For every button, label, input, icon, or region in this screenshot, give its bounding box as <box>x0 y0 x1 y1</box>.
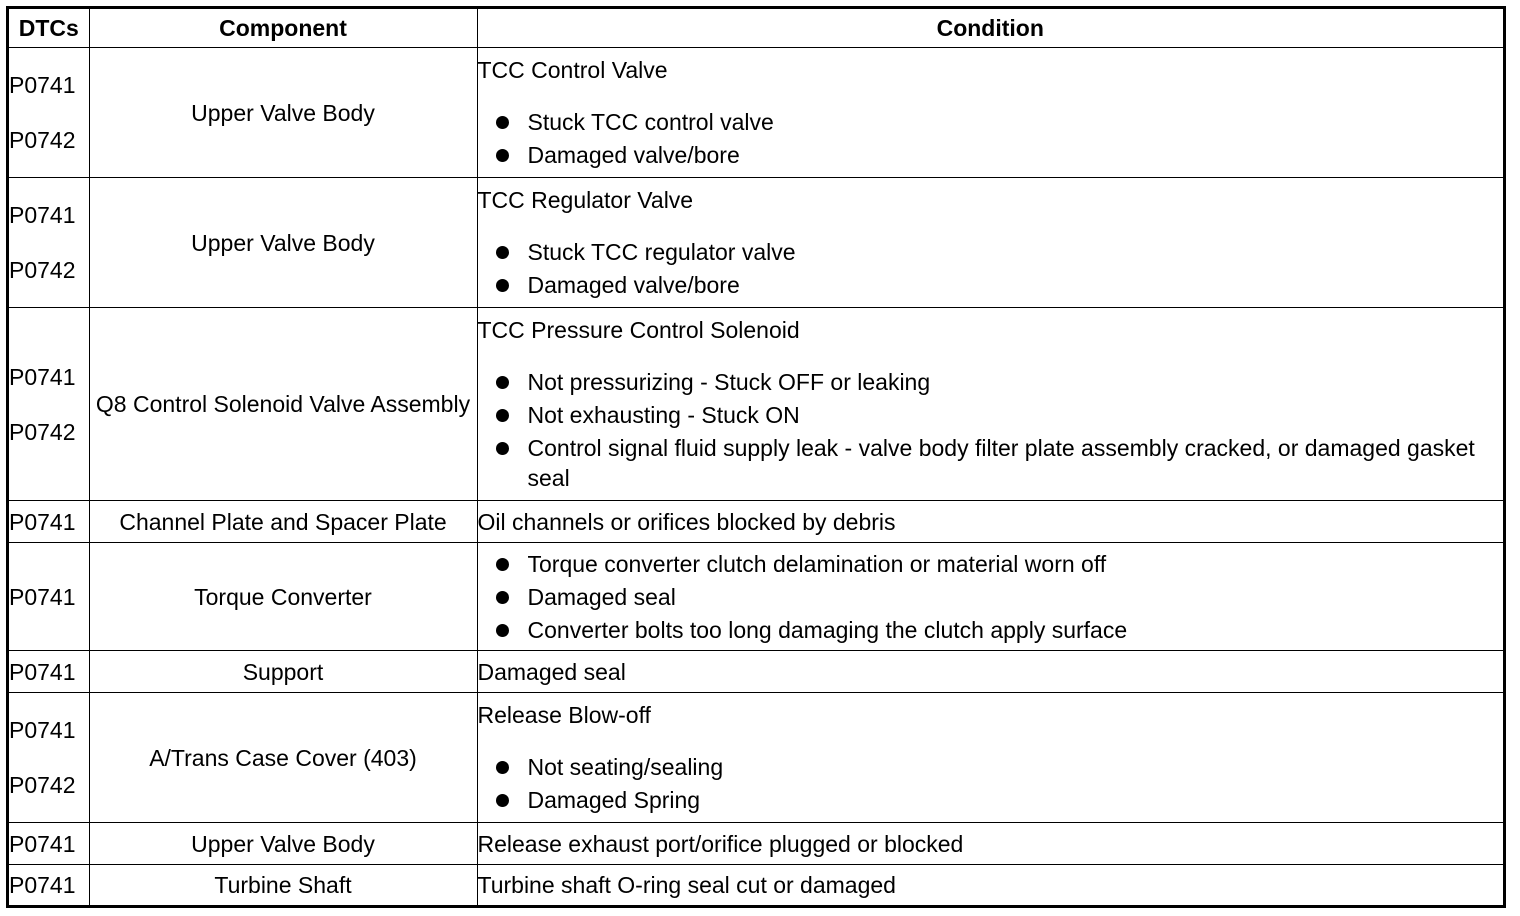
dtc-code: P0742 <box>9 127 76 154</box>
bullet-icon <box>496 149 509 162</box>
dtc-cell <box>9 693 89 823</box>
bullet-text: Damaged seal <box>527 583 676 610</box>
bullet-text: Damaged Spring <box>527 787 701 814</box>
component-cell: A/Trans Case Cover (403) <box>89 693 477 823</box>
condition-title: Release exhaust port/orifice plugged or blocked <box>477 830 964 857</box>
condition-title: Turbine shaft O-ring seal cut or damaged <box>477 872 896 899</box>
dtc-cell <box>9 48 89 178</box>
table-row <box>9 308 1503 501</box>
condition-bullet-item <box>478 582 1504 612</box>
condition-title: Damaged seal <box>477 658 626 685</box>
condition-cell <box>477 693 1503 823</box>
bullet-icon <box>496 794 509 807</box>
dtc-code: P0742 <box>9 772 76 799</box>
bullet-text: Not exhausting - Stuck ON <box>527 402 800 429</box>
dtc-diagnostic-table <box>9 9 1503 905</box>
dtc-code: P0741 <box>9 830 76 857</box>
dtc-cell <box>9 308 89 501</box>
dtc-code: P0741 <box>9 583 76 610</box>
component-cell: Channel Plate and Spacer Plate <box>89 501 477 543</box>
bullet-icon <box>496 761 509 774</box>
condition-title: TCC Control Valve <box>477 57 668 84</box>
dtc-cell <box>9 651 89 693</box>
condition-bullet-item <box>478 140 1504 170</box>
component-cell: Support <box>89 651 477 693</box>
condition-bullet-list <box>478 107 1504 170</box>
bullet-icon <box>496 116 509 129</box>
condition-cell <box>477 543 1503 651</box>
condition-cell <box>477 308 1503 501</box>
dtc-code: P0741 <box>9 717 76 744</box>
condition-title: TCC Pressure Control Solenoid <box>477 317 800 344</box>
header-dtcs: DTCs <box>9 9 89 48</box>
condition-cell <box>477 501 1503 543</box>
condition-bullet-item <box>478 752 1504 782</box>
table-body <box>9 48 1503 906</box>
dtc-code: P0742 <box>9 418 76 445</box>
bullet-icon <box>496 624 509 637</box>
table-row <box>9 48 1503 178</box>
dtc-code: P0741 <box>9 658 76 685</box>
condition-bullet-list <box>478 549 1504 645</box>
condition-bullet-item <box>478 785 1504 815</box>
dtc-cell <box>9 865 89 905</box>
bullet-icon <box>496 376 509 389</box>
component-cell: Torque Converter <box>89 543 477 651</box>
condition-title: Release Blow-off <box>477 702 651 729</box>
table-row <box>9 693 1503 823</box>
bullet-text: Torque converter clutch delamination or material worn off <box>527 550 1107 577</box>
bullet-icon <box>496 591 509 604</box>
bullet-text: Control signal fluid supply leak - valve body filter plate assembly cracked, or damaged gasket seal <box>527 435 1475 492</box>
condition-bullet-list <box>478 237 1504 300</box>
bullet-text: Converter bolts too long damaging the clutch apply surface <box>527 616 1128 643</box>
header-condition: Condition <box>477 9 1503 48</box>
component-cell: Turbine Shaft <box>89 865 477 905</box>
bullet-icon <box>496 279 509 292</box>
table-row <box>9 651 1503 693</box>
condition-bullet-item <box>478 549 1504 579</box>
dtc-code: P0741 <box>9 72 76 99</box>
condition-cell <box>477 651 1503 693</box>
condition-bullet-list <box>478 752 1504 815</box>
dtc-cell <box>9 823 89 865</box>
table-row <box>9 178 1503 308</box>
component-cell: Q8 Control Solenoid Valve Assembly <box>89 308 477 501</box>
dtc-code: P0741 <box>9 872 76 899</box>
table-header-row <box>9 9 1503 48</box>
bullet-icon <box>496 558 509 571</box>
dtc-cell <box>9 543 89 651</box>
bullet-text: Damaged valve/bore <box>527 142 740 169</box>
bullet-text: Damaged valve/bore <box>527 272 740 299</box>
table-row <box>9 823 1503 865</box>
condition-bullet-item <box>478 433 1504 493</box>
bullet-text: Not seating/sealing <box>527 754 724 781</box>
bullet-text: Stuck TCC control valve <box>527 109 774 136</box>
component-cell: Upper Valve Body <box>89 178 477 308</box>
bullet-text: Stuck TCC regulator valve <box>527 239 796 266</box>
bullet-icon <box>496 442 509 455</box>
bullet-icon <box>496 409 509 422</box>
dtc-code: P0742 <box>9 257 76 284</box>
condition-cell <box>477 865 1503 905</box>
dtc-code: P0741 <box>9 202 76 229</box>
condition-title: Oil channels or orifices blocked by debris <box>477 508 896 535</box>
condition-bullet-item <box>478 270 1504 300</box>
dtc-cell <box>9 501 89 543</box>
condition-bullet-item <box>478 107 1504 137</box>
dtc-cell <box>9 178 89 308</box>
component-cell: Upper Valve Body <box>89 823 477 865</box>
condition-bullet-list <box>478 367 1504 493</box>
table-row <box>9 543 1503 651</box>
table-row <box>9 865 1503 905</box>
header-component: Component <box>89 9 477 48</box>
component-cell: Upper Valve Body <box>89 48 477 178</box>
dtc-code: P0741 <box>9 363 76 390</box>
condition-bullet-item <box>478 615 1504 645</box>
condition-bullet-item <box>478 400 1504 430</box>
table-row <box>9 501 1503 543</box>
condition-cell <box>477 178 1503 308</box>
bullet-text: Not pressurizing - Stuck OFF or leaking <box>527 369 931 396</box>
dtc-diagnostic-table-sheet <box>6 6 1506 908</box>
condition-cell <box>477 823 1503 865</box>
condition-cell <box>477 48 1503 178</box>
dtc-code: P0741 <box>9 508 76 535</box>
condition-bullet-item <box>478 367 1504 397</box>
bullet-icon <box>496 246 509 259</box>
condition-bullet-item <box>478 237 1504 267</box>
condition-title: TCC Regulator Valve <box>477 187 694 214</box>
